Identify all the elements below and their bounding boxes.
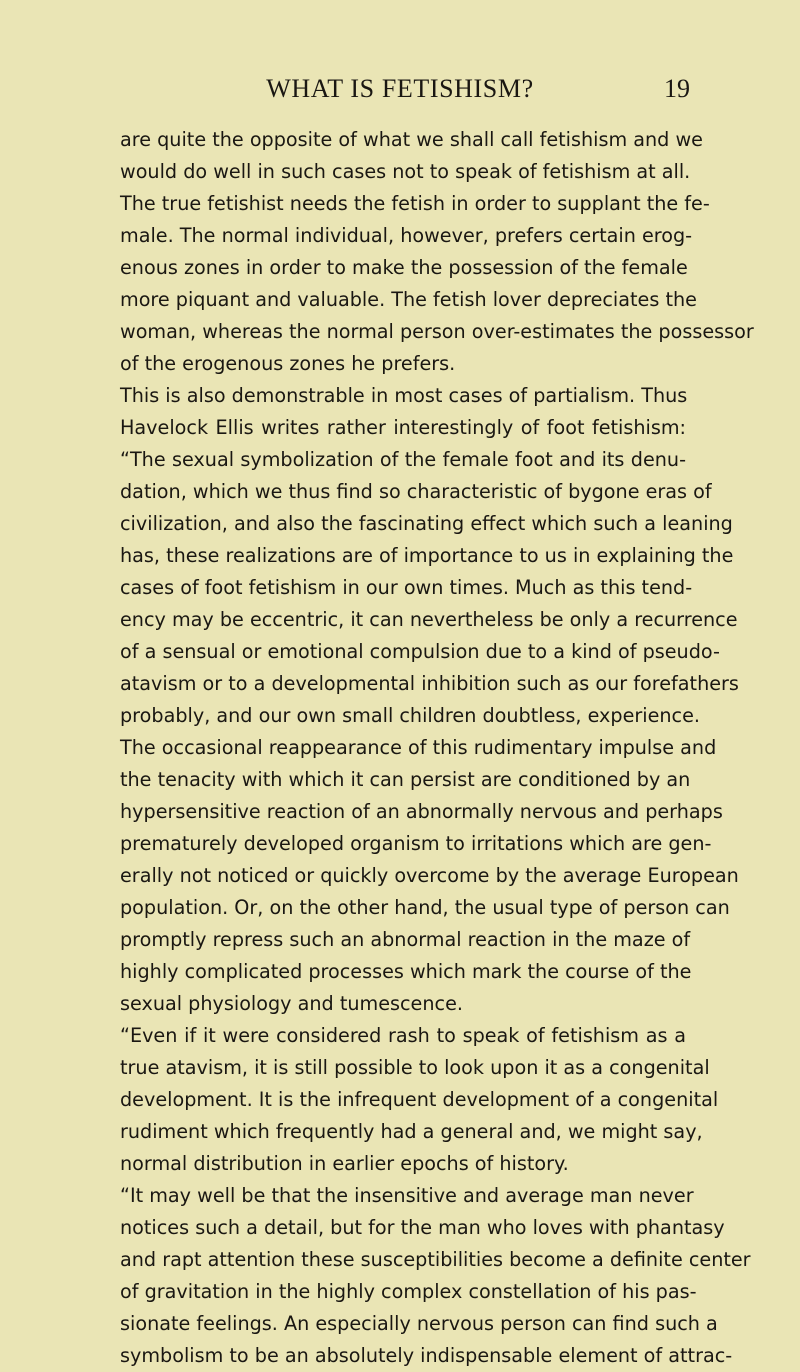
text-line: ency may be eccentric, it can nevertheless be only a recurrence — [120, 608, 738, 631]
text-line: sionate feelings. An especially nervous person can find such a — [120, 1312, 718, 1335]
text-line: symbolism to be an absolutely indispensable element of attrac- — [120, 1344, 733, 1367]
text-line: notices such a detail, but for the man who loves with phantasy — [120, 1216, 725, 1239]
text-line: development. It is the infrequent development of a congenital — [120, 1088, 719, 1111]
text-line: woman, whereas the normal person over-estimates the possessor — [120, 320, 754, 343]
text-line: promptly repress such an abnormal reaction in the maze of — [120, 928, 691, 951]
text-line: “It may well be that the insensitive and average man never — [120, 1184, 694, 1207]
page-number: 19 — [664, 74, 690, 103]
text-line: enous zones in order to make the possession of the female — [120, 256, 688, 279]
text-line: of a sensual or emotional compulsion due to a kind of pseudo- — [120, 640, 720, 663]
text-line: of gravitation in the highly complex constellation of his pas- — [120, 1280, 697, 1303]
text-line: dation, which we thus find so characteristic of bygone eras of — [120, 480, 712, 503]
text-line: erally not noticed or quickly overcome by the average European — [120, 864, 739, 887]
text-line: civilization, and also the fascinating effect which such a leaning — [120, 512, 733, 535]
text-line: “Even if it were considered rash to speak of fetishism as a — [120, 1024, 686, 1047]
text-line: the tenacity with which it can persist are conditioned by an — [120, 768, 691, 791]
text-line: would do well in such cases not to speak of fetishism at all. — [120, 160, 691, 183]
text-line: This is also demonstrable in most cases of partialism. Thus — [120, 384, 688, 407]
text-line: The true fetishist needs the fetish in order to supplant the fe- — [120, 192, 710, 215]
text-line: are quite the opposite of what we shall call fetishism and we — [120, 128, 703, 151]
text-line: normal distribution in earlier epochs of history. — [120, 1152, 569, 1175]
text-line: highly complicated processes which mark the course of the — [120, 960, 692, 983]
body-text — [120, 124, 754, 1372]
text-line: male. The normal individual, however, prefers certain erog- — [120, 224, 693, 247]
text-line: prematurely developed organism to irritations which are gen- — [120, 832, 712, 855]
text-line: “The sexual symbolization of the female foot and its denu- — [120, 448, 686, 471]
text-line: true atavism, it is still possible to look upon it as a congenital — [120, 1056, 710, 1079]
text-line: The occasional reappearance of this rudimentary impulse and — [120, 736, 717, 759]
text-line: hypersensitive reaction of an abnormally nervous and perhaps — [120, 800, 723, 823]
text-line: has, these realizations are of importance to us in explaining the — [120, 544, 734, 567]
text-line: sexual physiology and tumescence. — [120, 992, 463, 1015]
text-line: probably, and our own small children doubtless, experience. — [120, 704, 701, 727]
text-line: of the erogenous zones he prefers. — [120, 352, 456, 375]
text-line: more piquant and valuable. The fetish lover depreciates the — [120, 288, 697, 311]
text-line: cases of foot fetishism in our own times. Much as this tend- — [120, 576, 693, 599]
running-head: WHAT IS FETISHISM? — [266, 74, 534, 103]
text-line: and rapt attention these susceptibilities become a definite center — [120, 1248, 751, 1271]
text-line: atavism or to a developmental inhibition such as our forefathers — [120, 672, 739, 695]
text-line: Havelock Ellis writes rather interestingly of foot fetishism: — [120, 416, 686, 439]
text-line: rudiment which frequently had a general and, we might say, — [120, 1120, 703, 1143]
text-line: population. Or, on the other hand, the usual type of person can — [120, 896, 730, 919]
